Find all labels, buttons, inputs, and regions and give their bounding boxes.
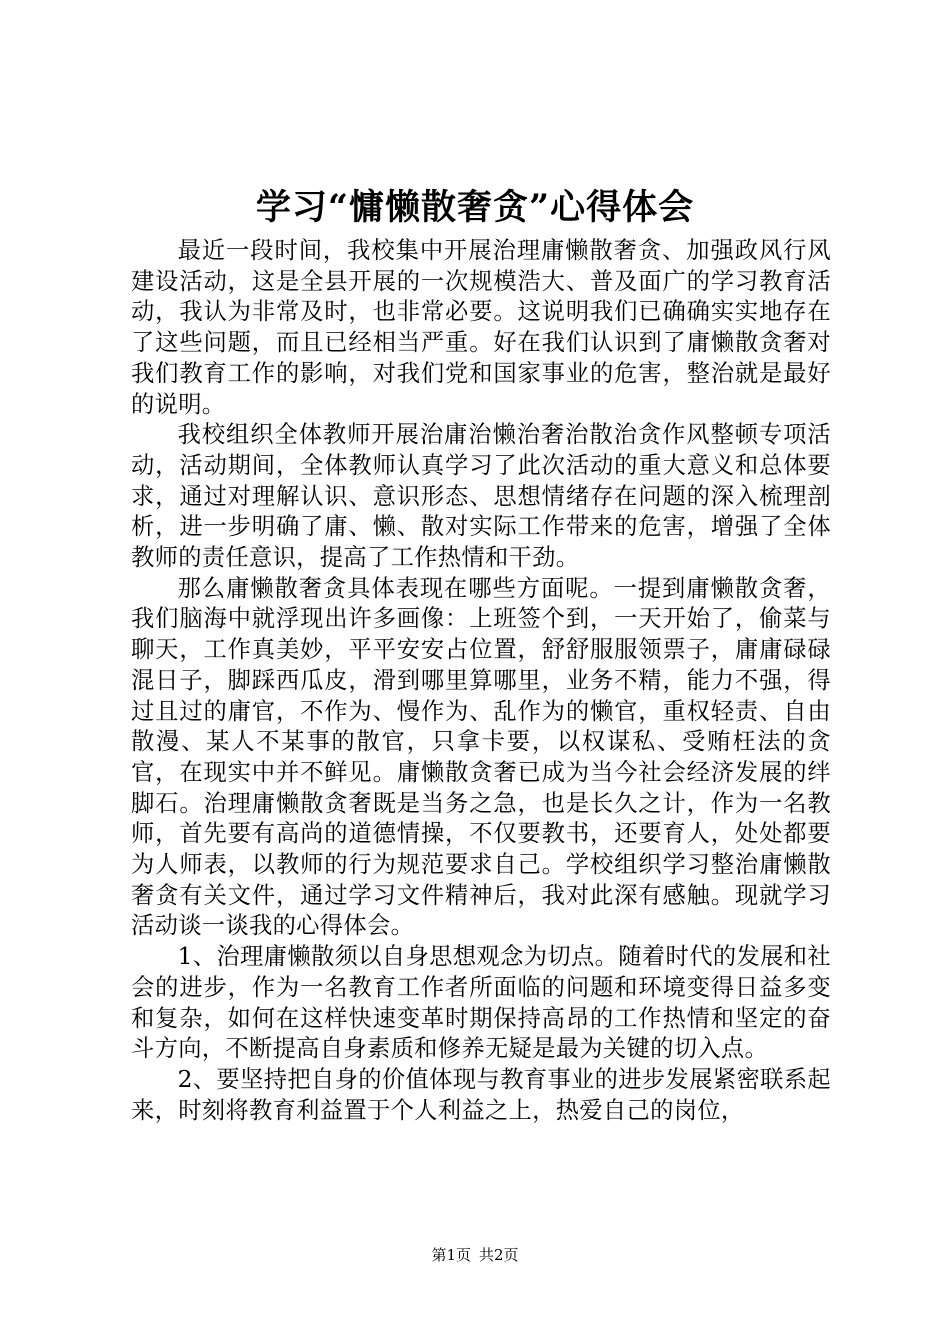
page-footer — [0, 1245, 950, 1265]
document-title: 学习“慵懒散奢贪”心得体会 — [255, 187, 695, 228]
paragraph-campaign: 我校组织全体教师开展治庸治懒治奢治散治贪作风整顿专项活动，活动期间，全体教师认真学习了此次活动的重大意义和总体要求，通过对理解认识、意识形态、思想情绪存在问题的深入梳理剖析，进一步明确了庸、懒、散对实际工作带来的危害，增强了全体教师的责任意识，提高了工作热情和干劲。 — [131, 421, 831, 572]
paragraph-point-2: 2、要坚持把自身的价值体现与教育事业的进步发展紧密联系起来，时刻将教育利益置于个人利益之上，热爱自己的岗位， — [131, 1065, 831, 1124]
page-number: 第1页 — [431, 1246, 471, 1264]
paragraph-point-1: 1、治理庸懒散须以自身思想观念为切点。随着时代的发展和社会的进步，作为一名教育工作者所面临的问题和环境变得日益多变和复杂，如何在这样快速变革时期保持高昂的工作热情和坚定的奋斗方向，不断提高自身素质和修养无疑是最为关键的切入点。 — [131, 943, 831, 1063]
paragraph-intro: 最近一段时间，我校集中开展治理庸懒散奢贪、加强政风行风建设活动，这是全县开展的一次规模浩大、普及面广的学习教育活动，我认为非常及时，也非常必要。这说明我们已确确实实地存在了这些问题，而且已经相当严重。好在我们认识到了庸懒散贪奢对我们教育工作的影响，对我们党和国家事业的危害，整治就是最好的说明。 — [131, 237, 831, 418]
paragraph-manifestations: 那么庸懒散奢贪具体表现在哪些方面呢。一提到庸懒散贪奢，我们脑海中就浮现出许多画像：上班签个到，一天开始了，偷菜与聊天，工作真美妙，平平安安占位置，舒舒服服领票子，庸庸碌碌混日子，脚踩西瓜皮，滑到哪里算哪里，业务不精，能力不强，得过且过的庸官，不作为、慢作为、乱作为的懒官，重权轻责、自由散漫、某人不某事的散官，只拿卡要，以权谋私、受贿枉法的贪官，在现实中并不鲜见。庸懒散贪奢已成为当今社会经济发展的绊脚石。治理庸懒散贪奢既是当务之急，也是长久之计，作为一名教师，首先要有高尚的道德情操，不仅要教书，还要育人，处处都要为人师表，以教师的行为规范要求自己。学校组织学习整治庸懒散奢贪有关文件，通过学习文件精神后，我对此深有感触。现就学习活动谈一谈我的心得体会。 — [131, 574, 831, 940]
document-body — [131, 236, 831, 1126]
page-total: 共2页 — [479, 1246, 519, 1264]
